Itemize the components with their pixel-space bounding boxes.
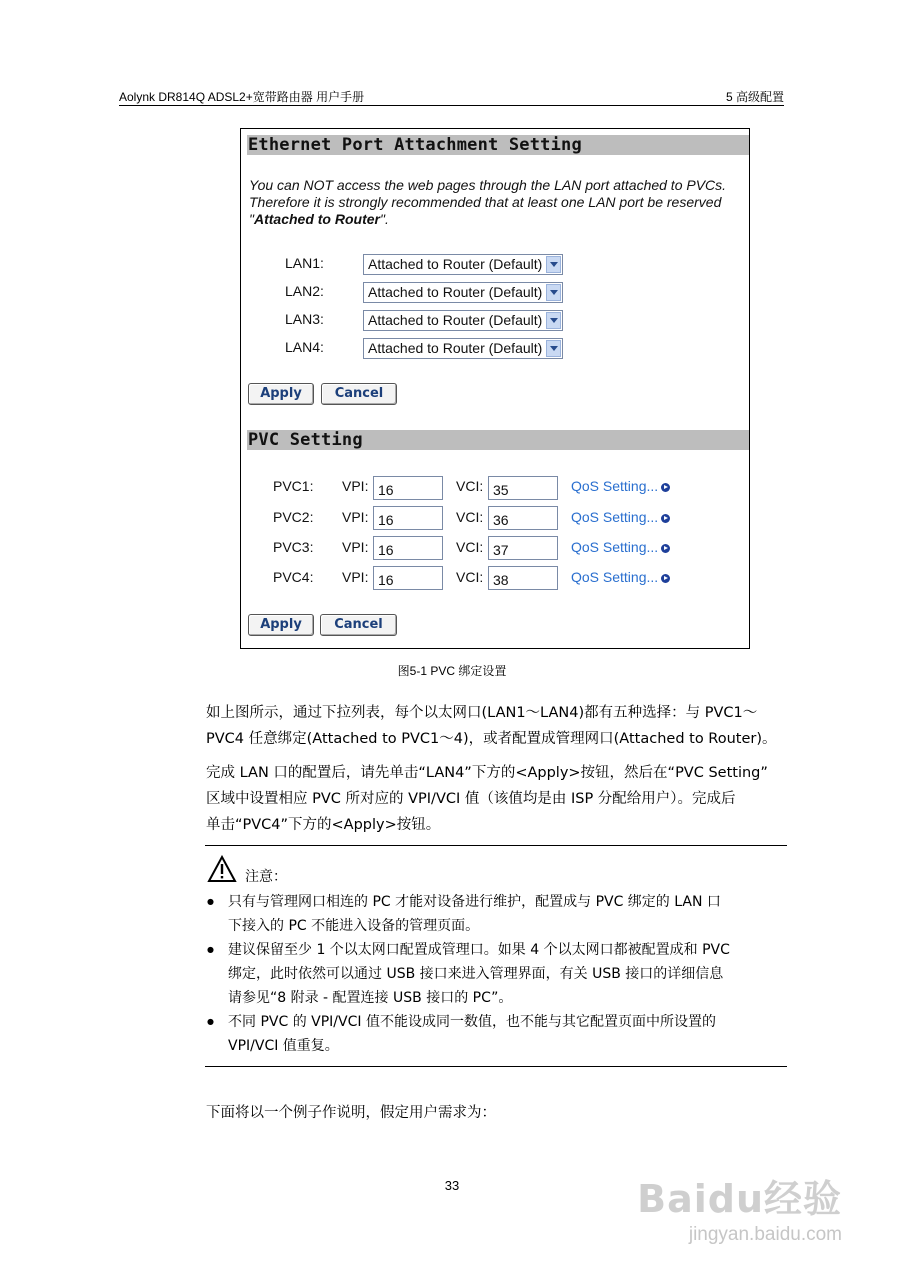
vci-label: VCI:: [456, 509, 484, 525]
pvc4-vci-input[interactable]: 38: [488, 566, 558, 590]
vpi-label: VPI:: [342, 569, 369, 585]
arrow-circle-icon: [661, 514, 670, 523]
notice-list: [207, 890, 785, 1058]
lan3-select[interactable]: Attached to Router (Default): [363, 310, 563, 331]
pvc1-label: PVC1:: [273, 478, 314, 494]
pvc3-qos-link[interactable]: QoS Setting...: [571, 539, 670, 555]
lan1-select[interactable]: Attached to Router (Default): [363, 254, 563, 275]
lan-cancel-button[interactable]: Cancel: [321, 383, 397, 405]
pvc2-qos-link[interactable]: QoS Setting...: [571, 509, 670, 525]
watermark-logo: Baidu经验: [637, 1177, 842, 1221]
router-config-screenshot: [240, 128, 750, 649]
lan3-label: LAN3:: [285, 311, 324, 327]
notice-top-rule: [205, 845, 787, 846]
paragraph-2: [206, 760, 788, 838]
note-emphasis: Attached to Router: [253, 211, 380, 227]
pvc3-vpi-input[interactable]: 16: [373, 536, 443, 560]
pvc3-label: PVC3:: [273, 539, 314, 555]
note-line: "Attached to Router".: [249, 211, 389, 227]
pvc1-qos-link[interactable]: QoS Setting...: [571, 478, 670, 494]
example-intro-paragraph: 下面将以一个例子作说明，假定用户需求为：: [206, 1105, 496, 1121]
chevron-down-icon: [546, 340, 561, 357]
pvc3-vci-input[interactable]: 37: [488, 536, 558, 560]
ethernet-port-section-title: Ethernet Port Attachment Setting: [247, 135, 749, 155]
lan2-select[interactable]: Attached to Router (Default): [363, 282, 563, 303]
paragraph-line: 完成 LAN 口的配置后，请先单击“LAN4”下方的<Apply>按钮，然后在“PVC Setting”: [206, 765, 768, 781]
lan1-label: LAN1:: [285, 255, 324, 271]
pvc-section-title: PVC Setting: [247, 430, 749, 450]
notice-bottom-rule: [205, 1066, 787, 1067]
lan2-label: LAN2:: [285, 283, 324, 299]
vpi-label: VPI:: [342, 478, 369, 494]
paragraph-line: 区域中设置相应 PVC 所对应的 VPI/VCI 值（该值均是由 ISP 分配给用户）。完成后: [206, 791, 736, 807]
vci-label: VCI:: [456, 539, 484, 555]
list-item: ● 只有与管理网口相连的 PC 才能对设备进行维护，配置成与 PVC 绑定的 LAN 口 下接入的 PC 不能进入设备的管理页面。: [207, 890, 785, 938]
pvc-cancel-button[interactable]: Cancel: [320, 614, 397, 636]
warning-icon: [207, 855, 237, 883]
header-left-title: Aolynk DR814Q ADSL2+宽带路由器 用户手册: [119, 90, 365, 104]
pvc1-vci-input[interactable]: 35: [488, 476, 558, 500]
chevron-down-icon: [546, 284, 561, 301]
page-number: 33: [444, 1178, 460, 1193]
pvc-apply-button[interactable]: Apply: [248, 614, 314, 636]
pvc4-vpi-input[interactable]: 16: [373, 566, 443, 590]
chevron-down-icon: [546, 312, 561, 329]
chevron-down-icon: [546, 256, 561, 273]
header-chapter: 5 高级配置: [725, 90, 784, 104]
notice-title: 注意：: [245, 869, 287, 885]
arrow-circle-icon: [661, 544, 670, 553]
vci-label: VCI:: [456, 478, 484, 494]
watermark: [606, 1140, 846, 1260]
arrow-circle-icon: [661, 483, 670, 492]
lan-apply-button[interactable]: Apply: [248, 383, 314, 405]
pvc4-qos-link[interactable]: QoS Setting...: [571, 569, 670, 585]
vci-label: VCI:: [456, 569, 484, 585]
lan4-select[interactable]: Attached to Router (Default): [363, 338, 563, 359]
pvc4-label: PVC4:: [273, 569, 314, 585]
pvc2-vci-input[interactable]: 36: [488, 506, 558, 530]
paragraph-line: PVC4 任意绑定(Attached to PVC1～4)，或者配置成管理网口(Attached to Router)。: [206, 731, 777, 747]
note-line: You can NOT access the web pages through the LAN port attached to PVCs.: [249, 177, 727, 193]
pvc2-vpi-input[interactable]: 16: [373, 506, 443, 530]
figure-caption: 图5-1 PVC 绑定设置: [397, 664, 507, 678]
lan4-label: LAN4:: [285, 339, 324, 355]
vpi-label: VPI:: [342, 509, 369, 525]
list-item: ● 建议保留至少 1 个以太网口配置成管理口。如果 4 个以太网口都被配置成和 PVC 绑定，此时依然可以通过 USB 接口来进入管理界面，有关 USB 接口的详细信息 请参见“8 附录 - 配置连接 USB 接口的 PC”。: [207, 938, 785, 1010]
watermark-url: jingyan.baidu.com: [688, 1224, 842, 1245]
vpi-label: VPI:: [342, 539, 369, 555]
pvc1-vpi-input[interactable]: 16: [373, 476, 443, 500]
arrow-circle-icon: [661, 574, 670, 583]
note-line: Therefore it is strongly recommended that at least one LAN port be reserved: [249, 194, 722, 210]
paragraph-line: 如上图所示，通过下拉列表，每个以太网口(LAN1～LAN4)都有五种选择：与 PVC1～: [206, 705, 758, 721]
header-rule: [119, 105, 784, 106]
paragraph-1: [206, 700, 788, 752]
lan-warning-note: [249, 177, 744, 228]
pvc2-label: PVC2:: [273, 509, 314, 525]
list-item: ● 不同 PVC 的 VPI/VCI 值不能设成同一数值，也不能与其它配置页面中所设置的 VPI/VCI 值重复。: [207, 1010, 785, 1058]
paragraph-line: 单击“PVC4”下方的<Apply>按钮。: [206, 817, 441, 833]
